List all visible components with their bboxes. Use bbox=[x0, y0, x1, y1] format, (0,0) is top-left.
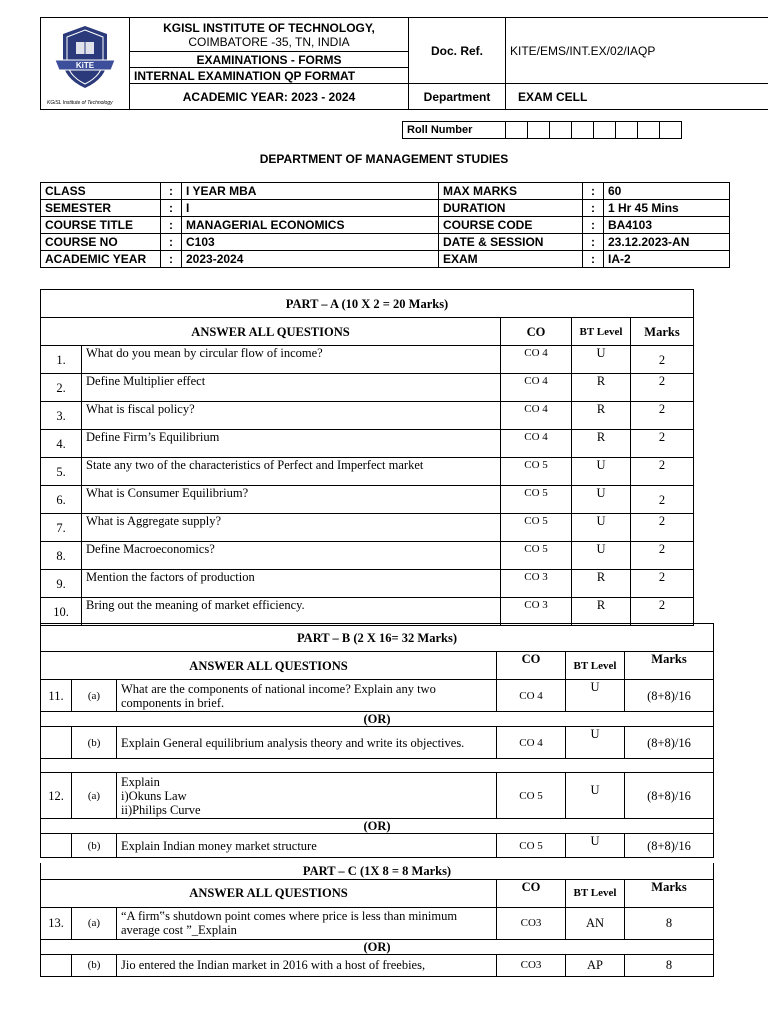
header-table bbox=[40, 17, 768, 110]
question-number: 5. bbox=[41, 458, 82, 486]
institute-name-cell bbox=[130, 18, 409, 52]
question-marks: 8 bbox=[625, 907, 714, 939]
question-bt: R bbox=[572, 598, 631, 626]
roll-number-label: Roll Number bbox=[403, 122, 506, 139]
part-a-table bbox=[40, 289, 694, 626]
question-text: Explain General equilibrium analysis theory and write its objectives. bbox=[117, 727, 497, 759]
question-marks: 8 bbox=[625, 954, 714, 976]
question-text: Define Multiplier effect bbox=[82, 374, 501, 402]
info-label: EXAM bbox=[439, 251, 583, 268]
question-sub: (b) bbox=[72, 727, 117, 759]
question-co: CO 4 bbox=[501, 402, 572, 430]
question-sub: (a) bbox=[72, 907, 117, 939]
question-line: i)Okuns Law bbox=[121, 788, 187, 803]
question-number: 1. bbox=[41, 346, 82, 374]
info-label: DATE & SESSION bbox=[439, 234, 583, 251]
question-sub: (a) bbox=[72, 773, 117, 819]
question-co: CO 5 bbox=[501, 542, 572, 570]
question-co: CO 4 bbox=[501, 374, 572, 402]
info-label: SEMESTER bbox=[41, 200, 161, 217]
colon: : bbox=[161, 200, 182, 217]
question-bt: R bbox=[572, 570, 631, 598]
question-sub: (b) bbox=[72, 954, 117, 976]
question-bt: U bbox=[566, 834, 625, 858]
question-marks: 2 bbox=[631, 486, 694, 514]
question-marks: 2 bbox=[631, 514, 694, 542]
question-marks: (8+8)/16 bbox=[625, 727, 714, 759]
doc-ref-value: KITE/EMS/INT.EX/02/IAQP bbox=[506, 18, 768, 84]
question-co: CO 4 bbox=[497, 680, 566, 712]
question-text: “A firm‟s shutdown point comes where price is less than minimum average cost ”_Explain bbox=[117, 907, 497, 939]
question-co: CO 5 bbox=[501, 514, 572, 542]
or-separator: (OR) bbox=[41, 939, 714, 954]
department-title: DEPARTMENT OF MANAGEMENT STUDIES bbox=[259, 152, 509, 166]
info-value: 1 Hr 45 Mins bbox=[604, 200, 730, 217]
part-b-title: PART – B (2 X 16= 32 Marks) bbox=[41, 624, 714, 652]
question-line: Explain bbox=[121, 774, 160, 789]
col-co-header: CO bbox=[501, 318, 572, 346]
question-marks: 2 bbox=[631, 402, 694, 430]
col-bt-header: BT Level bbox=[572, 318, 631, 346]
colon: : bbox=[161, 251, 182, 268]
department-label: Department bbox=[409, 84, 506, 110]
logo-caption: KGiSL Institute of Technology bbox=[47, 99, 113, 106]
info-label: DURATION bbox=[439, 200, 583, 217]
part-a-instruction: ANSWER ALL QUESTIONS bbox=[41, 318, 501, 346]
spacer-row bbox=[41, 759, 714, 773]
question-co: CO 4 bbox=[501, 430, 572, 458]
part-a-title: PART – A (10 X 2 = 20 Marks) bbox=[41, 290, 694, 318]
colon: : bbox=[161, 234, 182, 251]
question-bt: AN bbox=[566, 907, 625, 939]
question-co: CO3 bbox=[497, 907, 566, 939]
question-text: Jio entered the Indian market in 2016 with a host of freebies, bbox=[117, 954, 497, 976]
question-text: What is fiscal policy? bbox=[82, 402, 501, 430]
question-marks: (8+8)/16 bbox=[625, 773, 714, 819]
question-marks: 2 bbox=[631, 346, 694, 374]
question-text: What are the components of national income? Explain any two components in brief. bbox=[117, 680, 497, 712]
question-marks: 2 bbox=[631, 430, 694, 458]
question-bt: AP bbox=[566, 954, 625, 976]
part-b-table bbox=[40, 623, 714, 858]
roll-digit-box[interactable] bbox=[506, 122, 528, 139]
question-marks: 2 bbox=[631, 374, 694, 402]
question-marks: 2 bbox=[631, 570, 694, 598]
question-text: Define Macroeconomics? bbox=[82, 542, 501, 570]
question-marks: (8+8)/16 bbox=[625, 680, 714, 712]
empty-number bbox=[41, 727, 72, 759]
roll-digit-box[interactable] bbox=[528, 122, 550, 139]
question-text: Bring out the meaning of market efficiency. bbox=[82, 598, 501, 626]
question-bt: R bbox=[572, 374, 631, 402]
question-number: 9. bbox=[41, 570, 82, 598]
question-number: 12. bbox=[41, 773, 72, 819]
question-bt: U bbox=[572, 458, 631, 486]
question-co: CO 5 bbox=[497, 773, 566, 819]
colon: : bbox=[583, 251, 604, 268]
question-number: 6. bbox=[41, 486, 82, 514]
part-c-title: PART – C (1X 8 = 8 Marks) bbox=[41, 863, 714, 879]
roll-digit-box[interactable] bbox=[638, 122, 660, 139]
colon: : bbox=[583, 234, 604, 251]
roll-number-box bbox=[402, 121, 682, 139]
question-co: CO 5 bbox=[497, 834, 566, 858]
col-co-header: CO bbox=[497, 652, 566, 680]
question-bt: R bbox=[572, 430, 631, 458]
info-value: C103 bbox=[182, 234, 439, 251]
info-label: COURSE TITLE bbox=[41, 217, 161, 234]
question-marks: 2 bbox=[631, 458, 694, 486]
colon: : bbox=[583, 183, 604, 200]
info-value: MANAGERIAL ECONOMICS bbox=[182, 217, 439, 234]
question-text: What do you mean by circular flow of income? bbox=[82, 346, 501, 374]
question-bt: U bbox=[572, 486, 631, 514]
question-bt: R bbox=[572, 402, 631, 430]
question-co: CO 4 bbox=[497, 727, 566, 759]
info-value: 23.12.2023-AN bbox=[604, 234, 730, 251]
info-value: I YEAR MBA bbox=[182, 183, 439, 200]
question-text: State any two of the characteristics of Perfect and Imperfect market bbox=[82, 458, 501, 486]
exam-info-table bbox=[40, 182, 730, 268]
shield-icon bbox=[41, 20, 129, 100]
question-co: CO 5 bbox=[501, 486, 572, 514]
roll-digit-box[interactable] bbox=[660, 122, 682, 139]
info-value: IA-2 bbox=[604, 251, 730, 268]
roll-digit-box[interactable] bbox=[594, 122, 616, 139]
question-co: CO 3 bbox=[501, 570, 572, 598]
question-sub: (a) bbox=[72, 680, 117, 712]
info-value: 2023-2024 bbox=[182, 251, 439, 268]
question-bt: U bbox=[572, 542, 631, 570]
info-value: BA4103 bbox=[604, 217, 730, 234]
info-value: I bbox=[182, 200, 439, 217]
question-number: 7. bbox=[41, 514, 82, 542]
question-marks: (8+8)/16 bbox=[625, 834, 714, 858]
question-co: CO 3 bbox=[501, 598, 572, 626]
question-text bbox=[117, 773, 497, 819]
empty-number bbox=[41, 834, 72, 858]
question-bt: U bbox=[572, 346, 631, 374]
question-co: CO3 bbox=[497, 954, 566, 976]
question-number: 10. bbox=[41, 598, 82, 626]
question-marks: 2 bbox=[631, 542, 694, 570]
question-number: 4. bbox=[41, 430, 82, 458]
roll-digit-box[interactable] bbox=[616, 122, 638, 139]
col-marks-header: Marks bbox=[631, 318, 694, 346]
question-marks: 2 bbox=[631, 598, 694, 626]
col-bt-header: BT Level bbox=[566, 652, 625, 680]
question-number: 2. bbox=[41, 374, 82, 402]
logo-cell bbox=[41, 18, 130, 110]
doc-ref-label: Doc. Ref. bbox=[409, 18, 506, 84]
part-c-instruction: ANSWER ALL QUESTIONS bbox=[41, 879, 497, 907]
info-value: 60 bbox=[604, 183, 730, 200]
institute-logo bbox=[41, 20, 129, 108]
part-c-table bbox=[40, 863, 714, 977]
info-label: ACADEMIC YEAR bbox=[41, 251, 161, 268]
question-bt: U bbox=[566, 727, 625, 759]
info-label: COURSE NO bbox=[41, 234, 161, 251]
roll-digit-box[interactable] bbox=[550, 122, 572, 139]
question-line: ii)Philips Curve bbox=[121, 802, 201, 817]
info-label: COURSE CODE bbox=[439, 217, 583, 234]
academic-year-header: ACADEMIC YEAR: 2023 - 2024 bbox=[130, 84, 409, 110]
question-co: CO 5 bbox=[501, 458, 572, 486]
or-separator: (OR) bbox=[41, 712, 714, 727]
col-bt-header: BT Level bbox=[566, 879, 625, 907]
question-number: 8. bbox=[41, 542, 82, 570]
question-co: CO 4 bbox=[501, 346, 572, 374]
logo-text: KiTE bbox=[75, 60, 95, 70]
question-text: What is Aggregate supply? bbox=[82, 514, 501, 542]
col-co-header: CO bbox=[497, 879, 566, 907]
info-label: CLASS bbox=[41, 183, 161, 200]
question-bt: U bbox=[566, 680, 625, 712]
colon: : bbox=[161, 217, 182, 234]
roll-digit-box[interactable] bbox=[572, 122, 594, 139]
question-text: Define Firm’s Equilibrium bbox=[82, 430, 501, 458]
question-bt: U bbox=[566, 773, 625, 819]
colon: : bbox=[583, 217, 604, 234]
question-bt: U bbox=[572, 514, 631, 542]
empty-number bbox=[41, 954, 72, 976]
question-number: 11. bbox=[41, 680, 72, 712]
col-marks-header: Marks bbox=[625, 652, 714, 680]
institute-address: COIMBATORE -35, TN, INDIA bbox=[188, 34, 350, 49]
question-text: Explain Indian money market structure bbox=[117, 834, 497, 858]
question-text: What is Consumer Equilibrium? bbox=[82, 486, 501, 514]
question-number: 13. bbox=[41, 907, 72, 939]
part-b-instruction: ANSWER ALL QUESTIONS bbox=[41, 652, 497, 680]
question-number: 3. bbox=[41, 402, 82, 430]
question-text: Mention the factors of production bbox=[82, 570, 501, 598]
or-separator: (OR) bbox=[41, 819, 714, 834]
col-marks-header: Marks bbox=[625, 879, 714, 907]
info-label: MAX MARKS bbox=[439, 183, 583, 200]
institute-name: KGISL INSTITUTE OF TECHNOLOGY, bbox=[163, 20, 375, 35]
colon: : bbox=[161, 183, 182, 200]
examinations-forms: EXAMINATIONS - FORMS bbox=[130, 52, 409, 68]
colon: : bbox=[583, 200, 604, 217]
qp-format: INTERNAL EXAMINATION QP FORMAT bbox=[130, 68, 409, 84]
department-value: EXAM CELL bbox=[506, 84, 768, 110]
question-sub: (b) bbox=[72, 834, 117, 858]
